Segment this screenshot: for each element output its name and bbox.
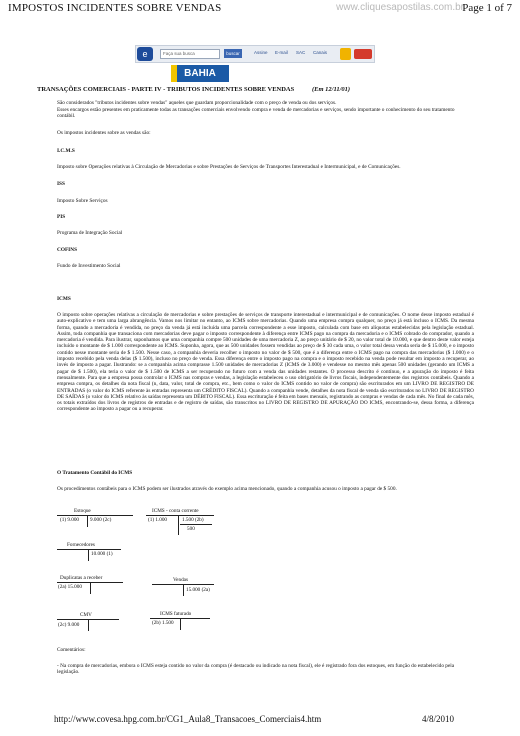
ledger-line <box>57 515 133 516</box>
tax-code-iss: ISS <box>57 181 65 187</box>
ledger-line <box>178 515 179 535</box>
tax-desc-pis: Programa de Integração Social <box>57 230 123 236</box>
ledger-line <box>88 619 89 631</box>
document-title: IMPOSTOS INCIDENTES SOBRE VENDAS <box>8 2 222 14</box>
ledger-credit-vendas: 15.000 (2a) <box>186 587 210 593</box>
contabil-heading: O Tratamento Contábil do ICMS <box>57 470 133 476</box>
ledger-debit-duplicatas: (2a) 15.000 <box>58 584 82 590</box>
watermark: www.cliquesapostilas.com.br <box>336 2 464 13</box>
page-number: Page 1 of 7 <box>462 2 512 14</box>
ledger-title-icms-fat: ICMS faturado <box>160 611 192 617</box>
tax-code-cofins: COFINS <box>57 247 78 253</box>
intro-paragraph-2: Esses encargos estão presentes em praticamente todas as transações comerciais envolvendo compra e venda de mercadorias e serviços, sendo importante o conhecimento do seu tratamento contábil. <box>57 107 455 120</box>
tax-code-icms: I.C.M.S <box>57 148 75 154</box>
ledger-line <box>57 549 121 550</box>
ledger-credit-icms-cc: 1.500 (2b) <box>182 517 204 523</box>
icms-text: O imposto sobre operações relativas a circulação de mercadorias e sobre prestações de serviços de transporte interestadual e intermunicipal e de comunicações. O nome desse imposto estadual é auto-explicativo e tem uma larga abrangência. Vamos nos limitar no entanto, ao ICMS sobre mercadorias. Quando uma empresa compra qualquer, no preço já está incluso o ICMS. Da mesma forma, quando a mercadoria é vendida, no preço da venda já está incluída uma parcela correspondente a esse imposto, calculada com base em alíquotas estabelecidas pela legislação estadual. Assim, toda companhia que transaciona com mercadorias deve pagar o imposto correspondente à diferença entre ICMS pago na compra da mercadoria e o ICMS cobrado do comprador, quando a mercadoria é vendida. Para ilustrar, suponhamos que uma companhia compre 500 unidades de uma mercadoria Z, ao preço unitário de $ 20, no valor total de 10.000, e que dentro deste valor esteja incluído o montante de $ 1.000 correspondente ao ICMS. Suponha, agora, que as 500 unidades fossem vendidas ao preço de $ 30 cada uma, o valor total dessa venda seria de $ 15.000, e o imposto contido nesse montante seria de $ 1.500. Nesse caso, a companhia deveria recolher o imposto no valor de $ 500, que é a diferença entre o ICMS pago na compra das mercadorias ($ 1.000) e o imposto recebido pela venda delas ($ 1.500), incluso no preço de venda. Essa diferença entre o imposto pago na compra e o imposto recebido na venda pode resultar em imposto a recuperar, ao invés de imposto a pagar. Ilustrando: se a companhia acima comprasse 1.500 unidades de mercadorias Z (ICMS de 3.000) e vendesse no mesmo mês apenas 500 unidades (gerando um ICMS a pagar de $ 1.500), ela teria o valor de $ 1.500 de ICMS a ser recuperado no futuro com a venda das unidades restantes. O processo descrito é contínuo, e a apuração do imposto é feita mensalmente. Para que a empresa possa controlar o ICMS nas compras e vendas, a legislação estabeleceu o uso obrigatório de livros fiscais, independentemente dos registros contábeis. Quando a empresa compra, os detalhes da nota fiscal (n, data, valor, total de compra, etc., bem como o valor do ICMS contido no valor de compra) são escriturados em um LIVRO DE REGISTRO DE ENTRADAS (o valor do ICMS referente às entradas representa um CRÉDITO FISCAL). Quando a companhia vende, detalhes da nota fiscal de venda são escriturados no LIVRO DE REGISTRO DE SAÍDAS (o valor do ICMS relativo às saídas representa um DÉBITO FISCAL). Essa escrituração é feita em bases mensais, registrando as compras e vendas de cada mês. No final de cada mês, os totais extraídos dos livros de registros de entradas e de registro de saídas, são transcritos no LIVRO DE REGISTRO DE APURAÇÃO DO ICMS, encontrando-se, dessa forma, a diferença correspondente ao imposto a pagar ou a recuperar. <box>57 312 474 413</box>
ledger-credit-fornecedores: 10.000 (1) <box>91 551 113 557</box>
ledger-line <box>88 549 89 561</box>
partner-logo-icon[interactable] <box>354 49 372 59</box>
ledger-debit-estoque: (1) 9.000 <box>60 517 80 523</box>
tax-code-pis: PIS <box>57 214 66 220</box>
ledger-credit-estoque: 9.000 (2c) <box>90 517 112 523</box>
partner-badge-icon[interactable] <box>340 48 351 60</box>
ledger-debit-icms-cc: (1) 1.000 <box>148 517 168 523</box>
link-assine[interactable]: Assine <box>254 50 268 55</box>
ledger-debit-icms-fat: (2b) 1.500 <box>152 620 174 626</box>
intro-paragraph-1: São considerados "tributos incidentes sobre vendas" aqueles que guardam proporcionalidade com o preço de venda ou dos serviços. <box>57 100 337 106</box>
comments-heading: Comentários: <box>57 647 86 653</box>
tax-desc-icms: Imposto sobre Operações relativas à Circulação de Mercadorias e sobre Prestações de Serviços de Transportes Interestadual e Intermunicipal, e de Comunicações. <box>57 164 401 170</box>
ledger-balance-icms-cc: 500 <box>187 526 195 532</box>
ledger-line <box>180 524 212 525</box>
section-date: (Em 12/11/01) <box>312 86 351 93</box>
comments-text: - Na compra de mercadorias, embora o ICMS esteja contido no valor da compra (é destacado ou indicado na nota fiscal), ele é registrado fora dos estoques, em função do estabelecido pela legislação. <box>57 663 455 676</box>
contabil-text: Os procedimentos contábeis para o ICMS podem ser ilustrados através do exemplo acima mencionado, quando a companhia acusou o imposto a pagar de $ 500. <box>57 486 397 492</box>
intro-paragraph-3: Os impostos incidentes sobre as vendas são: <box>57 130 151 136</box>
footer-url[interactable]: http://www.covesa.hpg.com.br/CG1_Aula8_Transacoes_Comerciais4.htm <box>54 714 322 724</box>
portal-toolbar <box>135 45 375 63</box>
link-canais[interactable]: Canais <box>313 50 328 55</box>
ledger-title-fornecedores: Fornecedores <box>67 542 95 548</box>
ledger-title-cmv: CMV <box>80 612 92 618</box>
ledger-title-duplicatas: Duplicatas a receber <box>60 575 103 581</box>
footer-date: 4/8/2010 <box>421 714 454 724</box>
search-button[interactable]: buscar <box>224 49 242 58</box>
banner-accent <box>171 65 177 82</box>
ledger-line <box>146 515 214 516</box>
ledger-title-estoque: Estoque <box>74 508 91 514</box>
ledger-line <box>87 515 88 527</box>
ledger-line <box>90 582 91 594</box>
section-title: TRANSAÇÕES COMERCIAIS - PARTE IV - TRIBUTOS INCIDENTES SOBRE VENDAS <box>37 86 295 93</box>
tax-desc-iss: Imposto Sobre Serviços <box>57 198 108 204</box>
link-sac[interactable]: SAC <box>296 50 306 55</box>
link-email[interactable]: E-mail <box>275 50 288 55</box>
icms-heading: ICMS <box>57 296 71 302</box>
portal-logo-icon[interactable]: e <box>137 47 153 61</box>
search-input[interactable]: Faça sua busca <box>160 49 220 59</box>
bahia-banner[interactable]: BAHIA <box>171 65 229 82</box>
ledger-title-vendas: Vendas <box>173 577 188 583</box>
tax-desc-cofins: Fundo de Investimento Social <box>57 263 121 269</box>
ledger-line <box>183 584 184 596</box>
ledger-title-icms-cc: ICMS - conta corrente <box>152 508 199 514</box>
ledger-debit-cmv: (2c) 9.000 <box>58 622 80 628</box>
ledger-line <box>180 618 181 630</box>
